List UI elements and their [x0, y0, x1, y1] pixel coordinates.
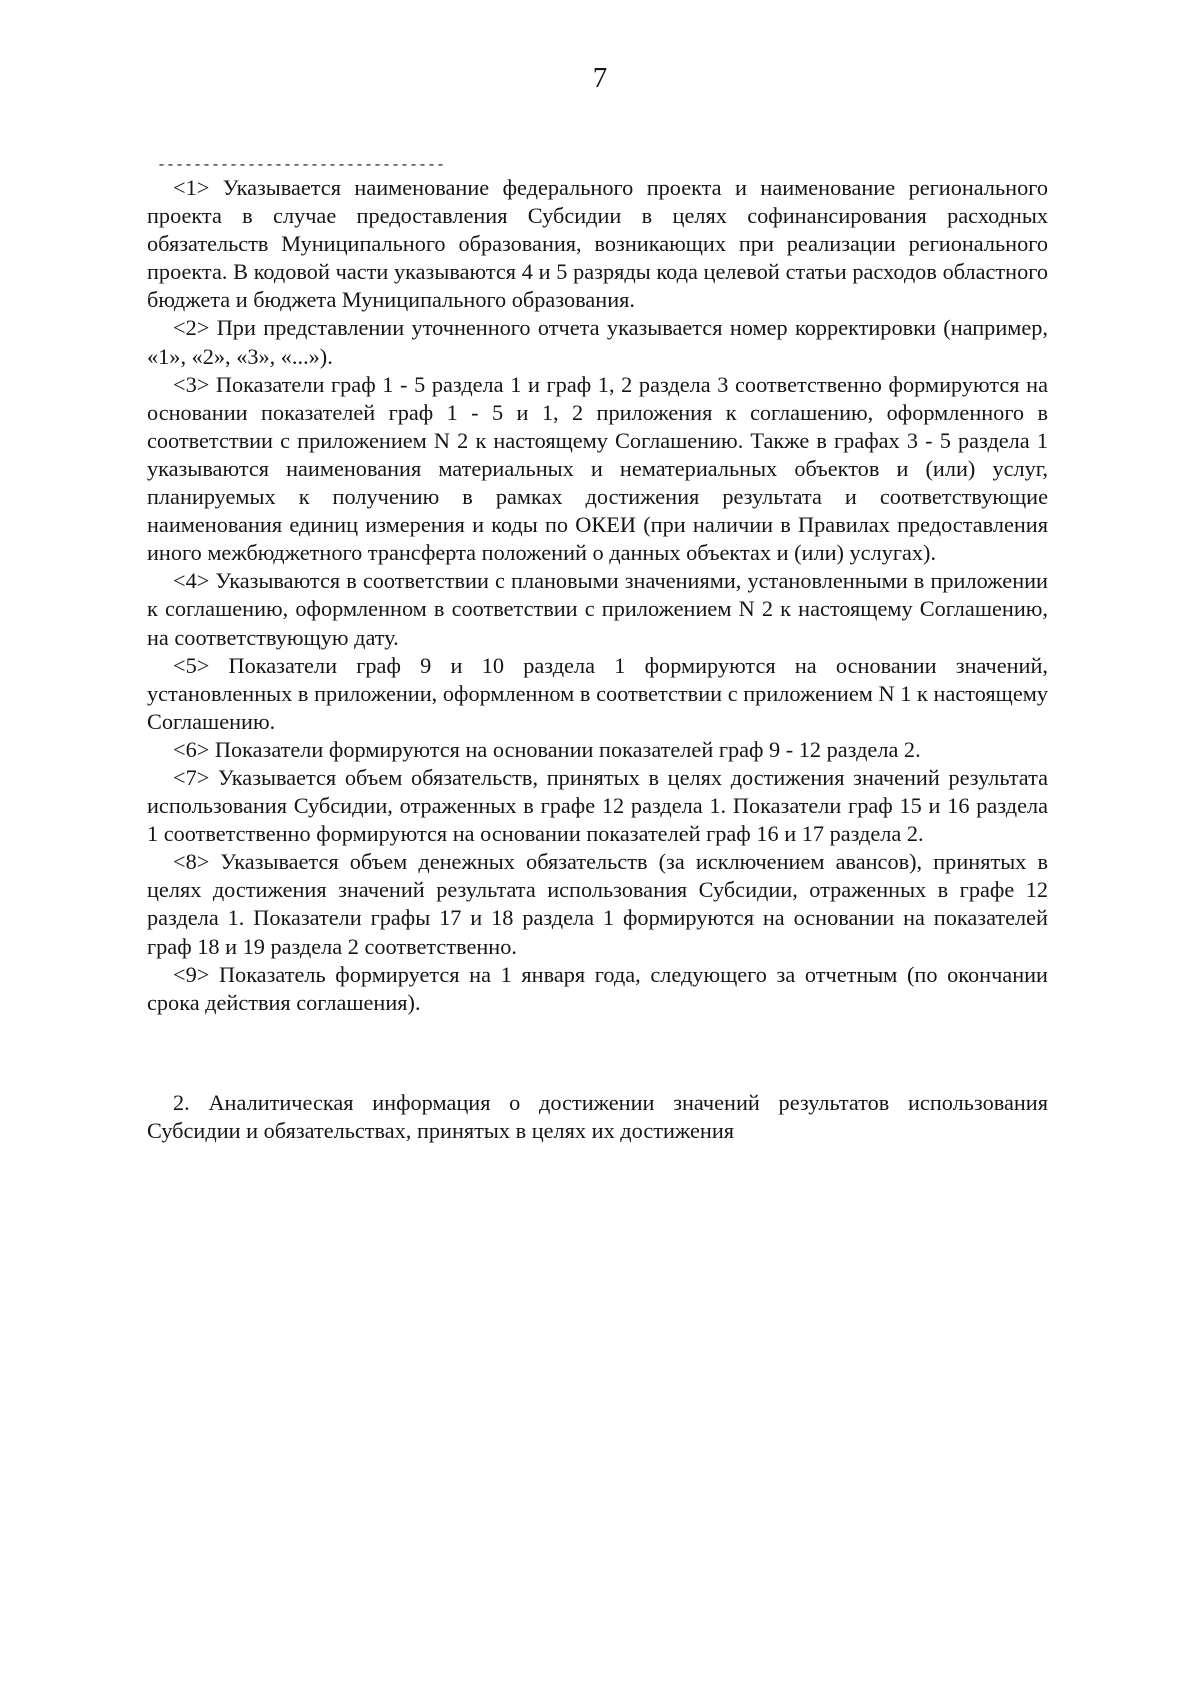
- footnote-separator: --------------------------------: [157, 157, 446, 174]
- footnotes-list: [147, 174, 1048, 1017]
- section-heading: 2. Аналитическая информация о достижении значений результатов использования Субсидии и обязательствах, принятых в целях их достижения: [147, 1090, 1048, 1144]
- footnote-8: <8> Указывается объем денежных обязательств (за исключением авансов), принятых в целях достижения значений результата использования Субсидии, отраженных в графе 12 раздела 1. Показатели графы 17 и 18 раздела 1 формируются на основании на показателей граф 18 и 19 раздела 2 соответственно.: [147, 849, 1048, 959]
- footnote-6: <6> Показатели формируются на основании показателей граф 9 - 12 раздела 2.: [173, 736, 921, 762]
- footnote-1: <1> Указывается наименование федерального проекта и наименование регионального проекта в случае предоставления Субсидии в целях софинансирования расходных обязательств Муниципального образования, возникающих при реализации регионального проекта. В кодовой части указываются 4 и 5 разряды кода целевой статьи расходов областного бюджета и бюджета Муниципального образования.: [147, 175, 1048, 313]
- footnote-7: <7> Указывается объем обязательств, принятых в целях достижения значений результата использования Субсидии, отраженных в графе 12 раздела 1. Показатели граф 15 и 16 раздела 1 соответственно формируются на основании показателей граф 16 и 17 раздела 2.: [147, 764, 1048, 847]
- footnote-5: <5> Показатели граф 9 и 10 раздела 1 формируются на основании значений, установленных в приложении, оформленном в соответствии с приложением N 1 к настоящему Соглашению.: [147, 652, 1048, 734]
- page-number: 7: [592, 62, 608, 94]
- footnote-2: <2> При представлении уточненного отчета указывается номер корректировки (например, «1», «2», «3», «...»).: [147, 315, 1048, 369]
- footnote-4: <4> Указываются в соответствии с плановыми значениями, установленными в приложении к соглашению, оформленном в соответствии с приложением N 2 к настоящему Соглашению, на соответствующую дату.: [147, 568, 1048, 650]
- footnote-9: <9> Показатель формируется на 1 января года, следующего за отчетным (по окончании срока действия соглашения).: [147, 961, 1048, 1015]
- footnote-3: <3> Показатели граф 1 - 5 раздела 1 и граф 1, 2 раздела 3 соответственно формируются на основании показателей граф 1 - 5 и 1, 2 приложения к соглашению, оформленного в соответствии с приложением N 2 к настоящему Соглашению. Также в графах 3 - 5 раздела 1 указываются наименования материальных и нематериальных объектов и (или) услуг, планируемых к получению в рамках достижения результата и соответствующие наименования единиц измерения и коды по ОКЕИ (при наличии в Правилах предоставления иного межбюджетного трансферта положений о данных объектах и (или) услугах).: [147, 371, 1048, 566]
